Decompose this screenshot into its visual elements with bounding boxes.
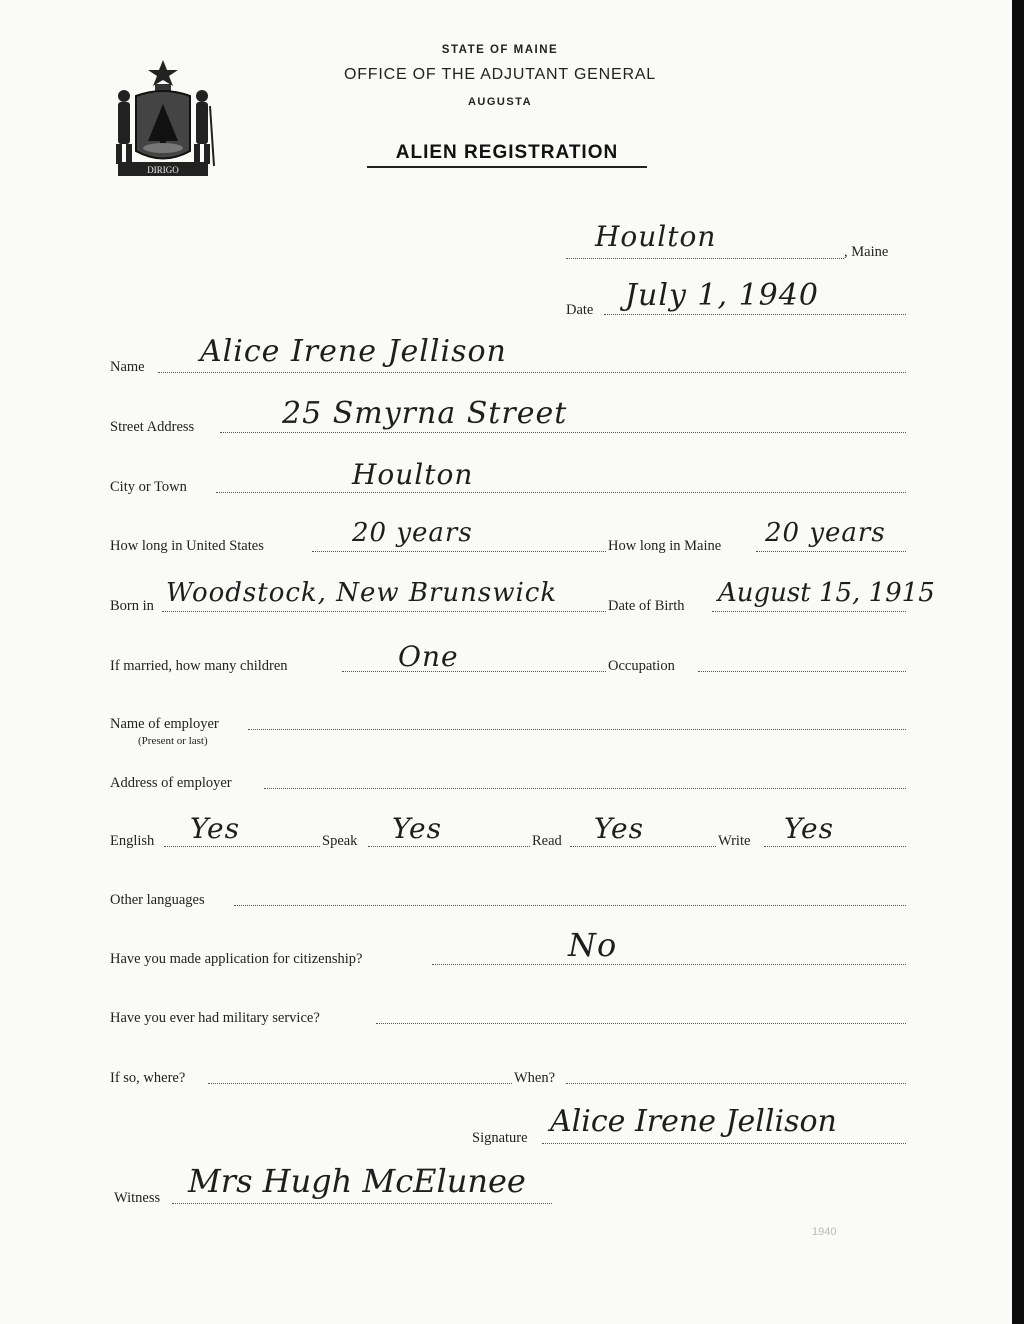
where-field[interactable] <box>208 1083 512 1084</box>
archive-stamp: 1940 <box>812 1226 837 1238</box>
signature-field[interactable] <box>542 1143 906 1144</box>
born-in-value: Woodstock, New Brunswick <box>166 578 558 608</box>
city-value: Houlton <box>352 458 474 491</box>
city-field[interactable] <box>216 492 906 493</box>
dob-value: August 15, 1915 <box>718 578 935 608</box>
street-value: 25 Smyrna Street <box>282 396 568 431</box>
how-long-us-field[interactable] <box>312 551 606 552</box>
name-value: Alice Irene Jellison <box>200 334 507 369</box>
read-label: Read <box>532 833 562 849</box>
witness-value: Mrs Hugh McElunee <box>188 1162 526 1200</box>
seal-motto: DIRIGO <box>147 165 179 175</box>
header-city: AUGUSTA <box>467 96 533 108</box>
write-field[interactable] <box>764 846 906 847</box>
street-field[interactable] <box>220 432 906 433</box>
witness-field[interactable] <box>172 1203 552 1204</box>
speak-value: Yes <box>392 812 442 845</box>
date-field[interactable] <box>604 314 906 315</box>
witness-label: Witness <box>114 1190 161 1206</box>
other-languages-label: Other languages <box>110 892 205 908</box>
english-label: English <box>110 833 155 849</box>
born-in-label: Born in <box>110 598 154 614</box>
when-label: When? <box>514 1070 556 1086</box>
military-field[interactable] <box>376 1023 906 1024</box>
name-field[interactable] <box>158 372 906 373</box>
english-field[interactable] <box>164 846 320 847</box>
citizenship-field[interactable] <box>432 964 906 965</box>
citizenship-label: Have you made application for citizenship? <box>110 951 363 967</box>
signature-label: Signature <box>472 1130 528 1146</box>
date-label: Date <box>566 302 594 318</box>
speak-label: Speak <box>322 833 358 849</box>
children-value: One <box>398 640 459 673</box>
dob-field[interactable] <box>712 611 906 612</box>
occupation-field[interactable] <box>698 671 906 672</box>
how-long-maine-value: 20 years <box>765 518 886 548</box>
street-label: Street Address <box>110 419 195 435</box>
header-office: OFFICE OF THE ADJUTANT GENERAL <box>343 66 657 83</box>
when-field[interactable] <box>566 1083 906 1084</box>
name-label: Name <box>110 359 145 375</box>
employer-address-field[interactable] <box>264 788 906 789</box>
write-value: Yes <box>784 812 834 845</box>
how-long-us-value: 20 years <box>352 518 473 548</box>
form-title: ALIEN REGISTRATION <box>367 142 647 168</box>
english-value: Yes <box>190 812 240 845</box>
children-label: If married, how many children <box>110 658 288 674</box>
occupation-label: Occupation <box>608 658 675 674</box>
military-label: Have you ever had military service? <box>110 1010 320 1026</box>
scan-border <box>1012 0 1024 1324</box>
maine-label: , Maine <box>844 244 889 260</box>
speak-field[interactable] <box>368 846 530 847</box>
write-label: Write <box>718 833 751 849</box>
citizenship-value: No <box>568 926 618 964</box>
how-long-maine-field[interactable] <box>756 551 906 552</box>
city-label: City or Town <box>110 479 187 495</box>
where-label: If so, where? <box>110 1070 186 1086</box>
place-field[interactable] <box>566 258 844 259</box>
read-field[interactable] <box>570 846 716 847</box>
how-long-us-label: How long in United States <box>110 538 264 554</box>
read-value: Yes <box>594 812 644 845</box>
employer-label: Name of employer <box>110 716 219 732</box>
dob-label: Date of Birth <box>608 598 685 614</box>
employer-address-label: Address of employer <box>110 775 232 791</box>
place-value: Houlton <box>595 220 717 253</box>
header-state: STATE OF MAINE <box>441 44 559 56</box>
employer-sublabel: (Present or last) <box>138 735 208 747</box>
how-long-maine-label: How long in Maine <box>608 538 722 554</box>
born-in-field[interactable] <box>162 611 606 612</box>
date-value: July 1, 1940 <box>625 278 819 313</box>
employer-field[interactable] <box>248 729 906 730</box>
signature-value: Alice Irene Jellison <box>550 1104 837 1139</box>
children-field[interactable] <box>342 671 606 672</box>
other-languages-field[interactable] <box>234 905 906 906</box>
